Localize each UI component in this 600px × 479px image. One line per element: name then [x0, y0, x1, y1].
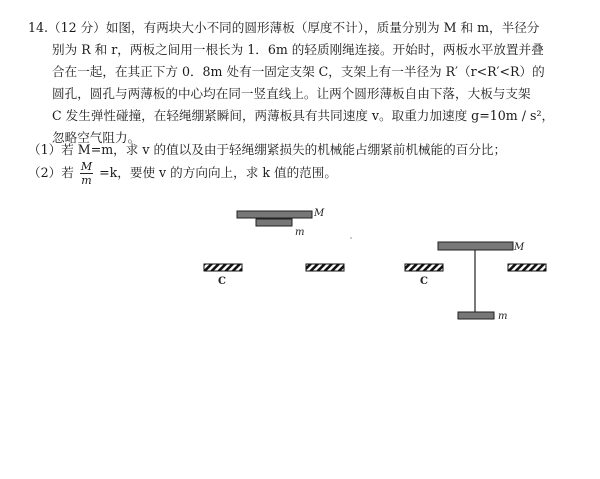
- question-2-suffix: =k，要使 v 的方向向上，求 k 值的范围。: [99, 165, 337, 180]
- fraction-denominator: m: [81, 174, 92, 187]
- left-plate-small: [256, 219, 292, 226]
- right-plate-big-label: M: [514, 242, 525, 253]
- left-plate-big: [237, 211, 312, 218]
- left-plate-big-label: M: [314, 208, 325, 219]
- right-support-c-right: [508, 264, 546, 271]
- problem-line-2: 别为 R 和 r，两板之间用一根长为 1．6m 的轻质刚绳连接。开始时，两板水平放置并叠: [52, 42, 544, 57]
- scan-speck: [350, 237, 352, 239]
- right-diagram: [405, 242, 546, 322]
- fraction-numerator: M: [80, 160, 93, 173]
- problem-line-6: 忽略空气阻力。: [52, 130, 141, 145]
- right-plate-small-label: m: [498, 311, 508, 322]
- question-2-prefix: （2）若: [28, 165, 74, 180]
- left-support-c-left: [204, 264, 242, 271]
- left-plate-small-label: m: [295, 227, 305, 238]
- right-plate-big: [438, 242, 513, 250]
- problem-line-3: 合在一起，在其正下方 0．8m 处有一固定支架 C，支架上有一半径为 R′（r<R′<R）的: [52, 64, 545, 79]
- right-plate-small: [458, 312, 494, 319]
- left-diagram: [204, 208, 344, 287]
- problem-line-4: 圆孔，圆孔与两薄板的中心均在同一竖直线上。让两个圆形薄板自由下落，大板与支架: [52, 86, 531, 101]
- problem-line-1: 14.（12 分）如图，有两块大小不同的圆形薄板（厚度不计），质量分别为 M 和 m，半径分: [28, 20, 540, 35]
- left-support-c-right: [306, 264, 344, 271]
- left-support-label: C: [218, 276, 226, 287]
- problem-line-5: C 发生弹性碰撞，在轻绳绷紧瞬间，两薄板具有共同速度 v。取重力加速度 g=10m / s²，: [52, 108, 555, 123]
- right-support-label: C: [420, 276, 428, 287]
- question-1: （1）若 M=m，求 v 的值以及由于轻绳绷紧损失的机械能占绷紧前机械能的百分比；: [28, 142, 507, 157]
- right-support-c-left: [405, 264, 443, 271]
